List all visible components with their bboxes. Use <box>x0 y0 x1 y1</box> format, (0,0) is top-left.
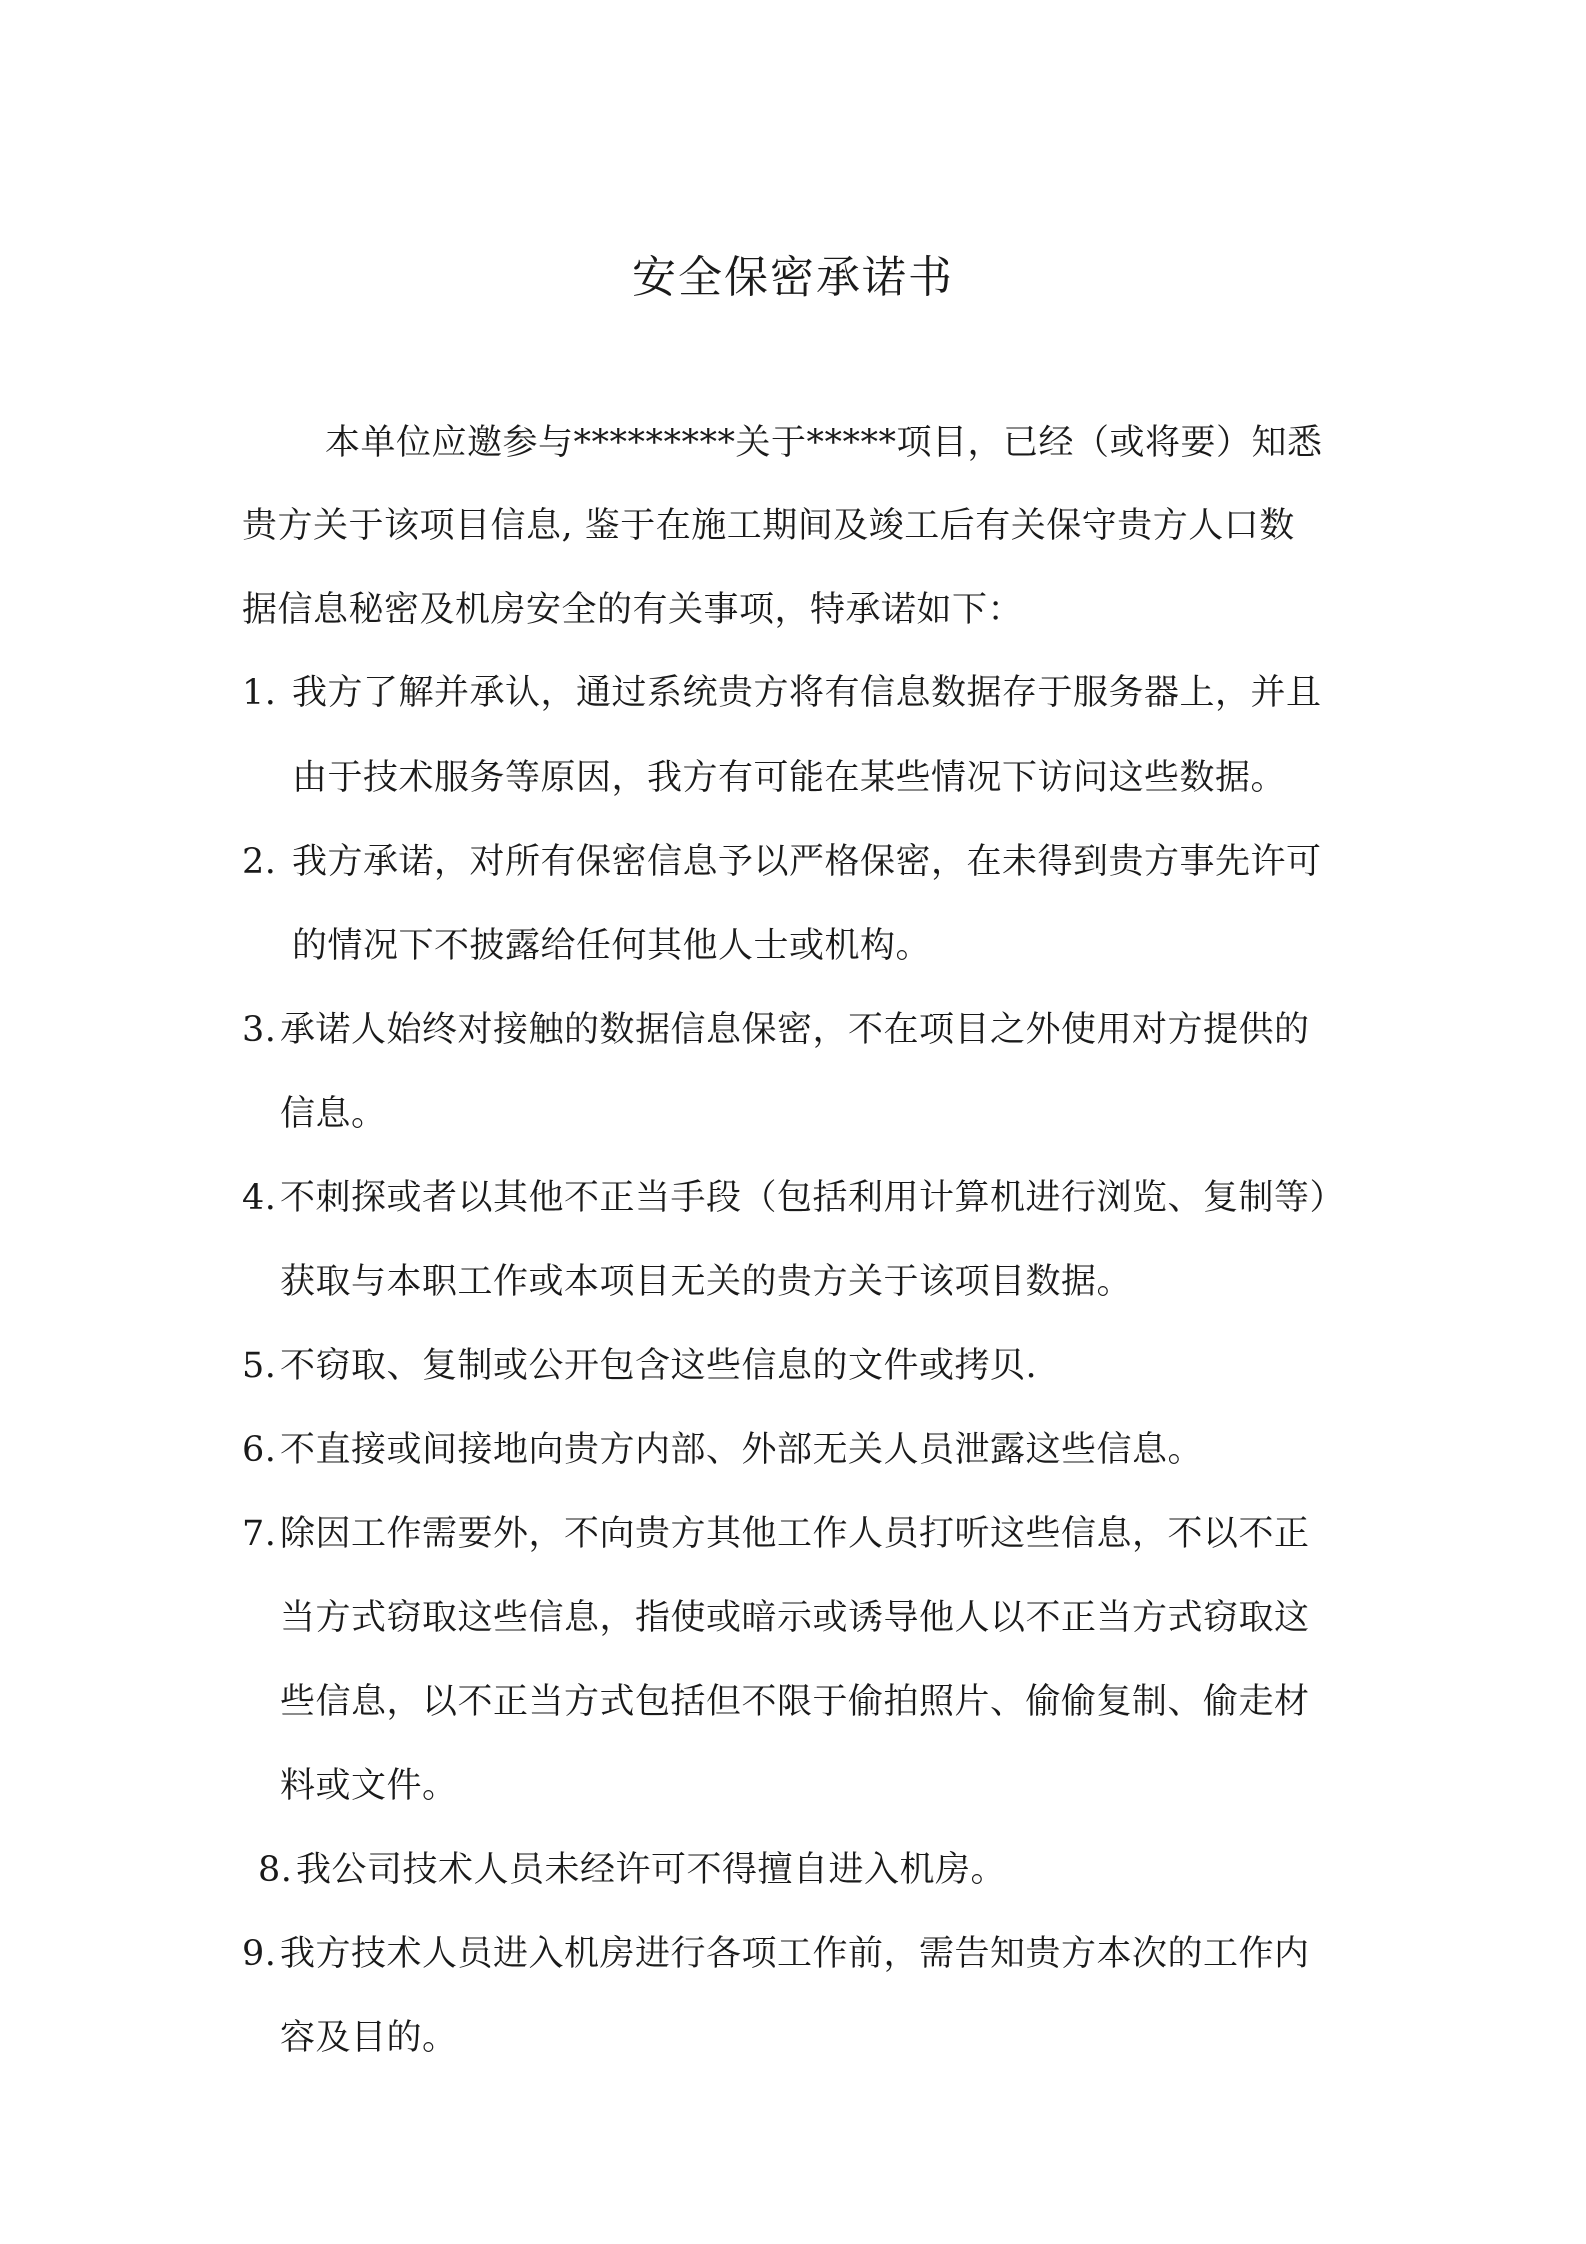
list-number: 4. <box>242 1178 277 1218</box>
list-item-4 <box>242 1168 1345 1228</box>
list-item-9 <box>242 1924 1310 1984</box>
list-item-9-continuation: 容及目的。 <box>280 2018 458 2058</box>
list-number: 9. <box>242 1934 277 1974</box>
list-item-7-continuation: 当方式窃取这些信息，指使或暗示或诱导他人以不正当方式窃取这 <box>280 1598 1310 1638</box>
list-item-text: 我方技术人员进入机房进行各项工作前，需告知贵方本次的工作内 <box>280 1934 1310 1974</box>
list-number: 8. <box>258 1850 293 1890</box>
list-item-7-continuation: 些信息，以不正当方式包括但不限于偷拍照片、偷偷复制、偷走材 <box>280 1682 1310 1722</box>
intro-line-3: 据信息秘密及机房安全的有关事项，特承诺如下： <box>242 590 1024 630</box>
list-item-text: 除因工作需要外，不向贵方其他工作人员打听这些信息，不以不正 <box>280 1514 1310 1554</box>
list-number: 5. <box>242 1346 277 1386</box>
list-number: 2. <box>242 842 277 882</box>
list-number: 1. <box>242 673 277 713</box>
list-item-1-continuation: 由于技术服务等原因，我方有可能在某些情况下访问这些数据。 <box>292 758 1287 798</box>
list-item-3 <box>242 1000 1310 1060</box>
list-item-8 <box>258 1840 1006 1900</box>
intro-line-1: 本单位应邀参与*********关于*****项目，已经（或将要）知悉 <box>325 423 1323 463</box>
list-item-2 <box>242 832 1322 892</box>
list-item-text: 我方承诺，对所有保密信息予以严格保密，在未得到贵方事先许可 <box>292 842 1322 882</box>
list-item-1 <box>242 663 1322 723</box>
list-item-text: 我方了解并承认，通过系统贵方将有信息数据存于服务器上，并且 <box>292 673 1322 713</box>
list-item-3-continuation: 信息。 <box>280 1094 387 1134</box>
list-item-7 <box>242 1504 1310 1564</box>
list-item-text: 不窃取、复制或公开包含这些信息的文件或拷贝. <box>280 1346 1038 1386</box>
intro-line-2: 贵方关于该项目信息, 鉴于在施工期间及竣工后有关保守贵方人口数 <box>242 506 1295 546</box>
list-item-text: 不直接或间接地向贵方内部、外部无关人员泄露这些信息。 <box>280 1430 1204 1470</box>
list-item-2-continuation: 的情况下不披露给任何其他人士或机构。 <box>292 926 932 966</box>
list-item-text: 我公司技术人员未经许可不得擅自进入机房。 <box>296 1850 1007 1890</box>
list-item-7-continuation: 料或文件。 <box>280 1766 458 1806</box>
list-item-text: 承诺人始终对接触的数据信息保密，不在项目之外使用对方提供的 <box>280 1010 1310 1050</box>
list-number: 6. <box>242 1430 277 1470</box>
list-item-5 <box>242 1336 1037 1396</box>
document-title: 安全保密承诺书 <box>632 252 954 303</box>
list-item-text: 不刺探或者以其他不正当手段（包括利用计算机进行浏览、复制等） <box>280 1178 1346 1218</box>
list-item-4-continuation: 获取与本职工作或本项目无关的贵方关于该项目数据。 <box>280 1262 1133 1302</box>
list-number: 7. <box>242 1514 277 1554</box>
list-item-6 <box>242 1420 1203 1480</box>
list-number: 3. <box>242 1010 277 1050</box>
